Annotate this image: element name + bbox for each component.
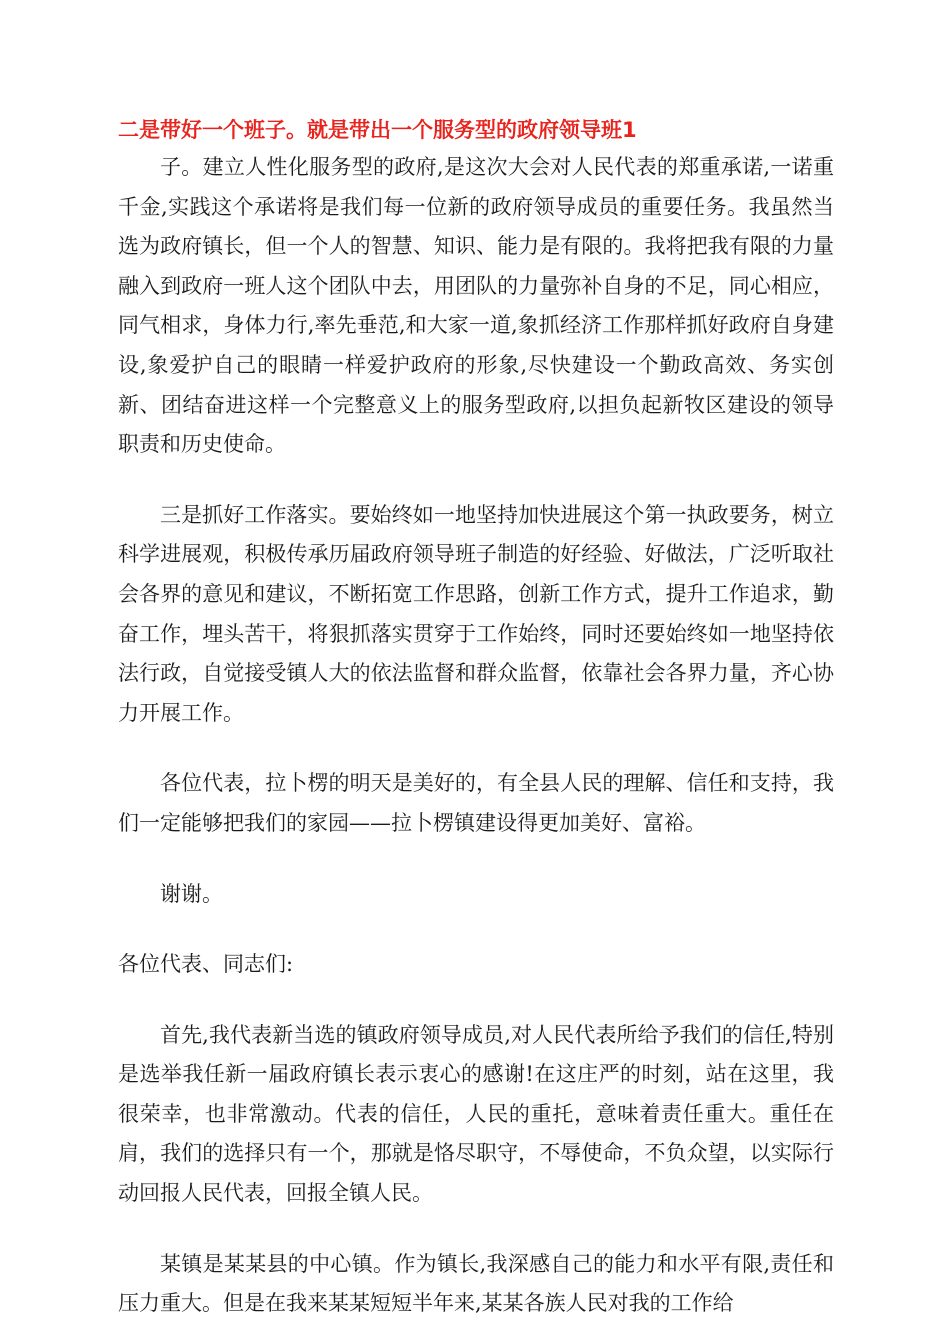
paragraph-salutation: 各位代表、同志们: <box>118 952 294 977</box>
paragraph-town-intro: 某镇是某某县的中心镇。作为镇长,我深感自己的能力和水平有限,责任和压力重大。但是在我来某某短短半年来,某某各族人民对我的工作给 <box>118 1251 834 1316</box>
paragraph-gap <box>118 465 834 496</box>
document-page <box>118 112 834 1324</box>
paragraph-gap <box>118 914 834 945</box>
paragraph-gap <box>118 1214 834 1245</box>
paragraph-gratitude: 首先,我代表新当选的镇政府领导成员,对人民代表所给予我们的信任,特别是选举我任新一届政府镇长表示衷心的感谢!在这庄严的时刻，站在这里，我很荣幸，也非常激动。代表的信任，人民的重托，意味着责任重大。重任在肩，我们的选择只有一个，那就是恪尽职守，不辱使命，不负众望，以实际行动回报人民代表，回报全镇人民。 <box>118 1022 834 1206</box>
paragraph-gap <box>118 985 834 1016</box>
paragraph-closing: 各位代表，拉卜楞的明天是美好的，有全县人民的理解、信任和支持，我们一定能够把我们的家园——拉卜楞镇建设得更加美好、富裕。 <box>118 771 834 835</box>
paragraph-team: 子。建立人性化服务型的政府,是这次大会对人民代表的郑重承诺,一诺重千金,实践这个承诺将是我们每一位新的政府领导成员的重要任务。我虽然当选为政府镇长，但一个人的智慧、知识、能力是有限的。我将把我有限的力量融入到政府一班人这个团队中去，用团队的力量弥补自身的不足，同心相应，同气相求，身体力行,率先垂范,和大家一道,象抓经济工作那样抓好政府自身建设,象爱护自己的眼睛一样爱护政府的形象,尽快建设一个勤政高效、务实创新、团结奋进这样一个完整意义上的服务型政府,以担负起新牧区建设的领导职责和历史使命。 <box>118 155 834 457</box>
paragraph-thanks: 谢谢。 <box>160 881 223 906</box>
paragraph-gap <box>118 733 834 764</box>
paragraph-work-implementation: 三是抓好工作落实。要始终如一地坚持加快进展这个第一执政要务，树立科学进展观，积极传承历届政府领导班子制造的好经验、好做法，广泛听取社会各界的意见和建议，不断拓宽工作思路，创新工作方式，提升工作追求，勤奋工作，埋头苦干，将狠抓落实贯穿于工作始终，同时还要始终如一地坚持依法行政，自觉接受镇人大的依法监督和群众监督，依靠社会各界力量，齐心协力开展工作。 <box>118 502 834 725</box>
section-heading: 二是带好一个班子。就是带出一个服务型的政府领导班1 <box>118 118 637 142</box>
paragraph-gap <box>118 844 834 875</box>
